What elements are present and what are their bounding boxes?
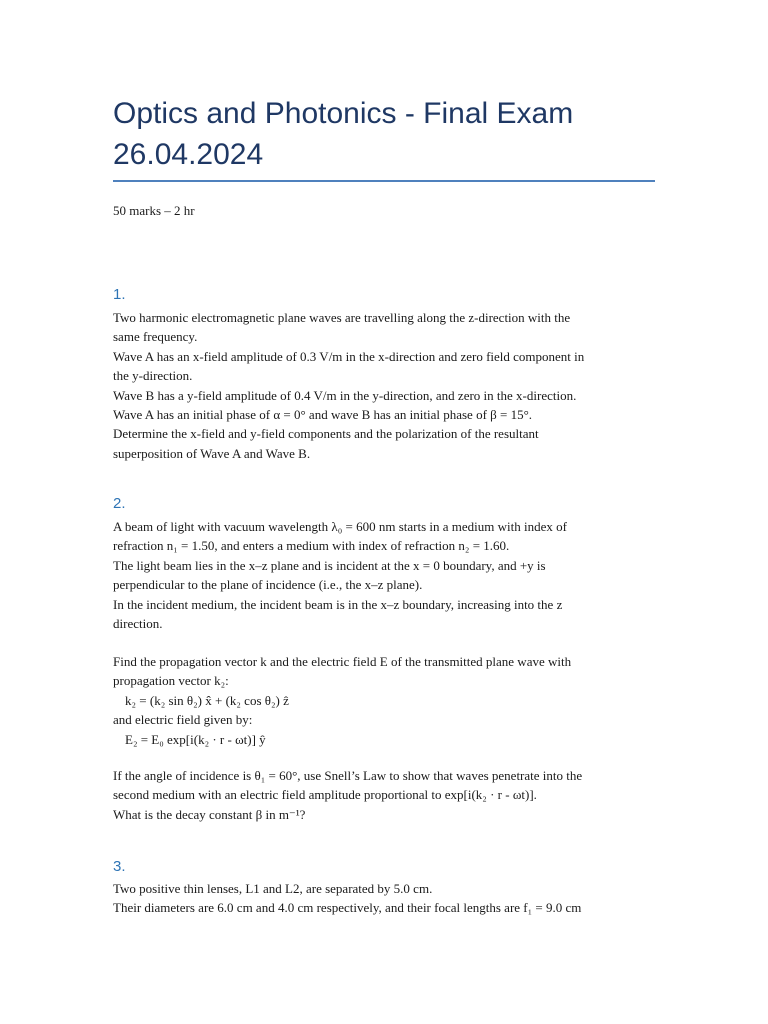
text-line: perpendicular to the plane of incidence (i.e., the x–z plane). <box>113 577 423 593</box>
text-line: The light beam lies in the x–z plane and is incident at the x = 0 boundary, and +y is <box>113 557 546 573</box>
question-1-number: 1. <box>113 286 126 303</box>
question-1-text <box>113 308 658 463</box>
text-line: the y-direction. <box>113 368 193 384</box>
title-divider <box>113 180 655 182</box>
text-line: Wave B has a y-field amplitude of 0.4 V/m in the y-direction, and zero in the x-direction. <box>113 387 577 403</box>
question-2-text-a <box>113 517 658 633</box>
text-line: direction. <box>113 616 163 632</box>
question-2-text-b <box>113 652 658 749</box>
text-line: propagation vector k₂: <box>113 673 229 689</box>
text-line: Two harmonic electromagnetic plane waves are travelling along the z-direction with the <box>113 310 571 325</box>
title-line-1: Optics and Photonics - Final Exam <box>113 97 574 130</box>
text-line: and electric field given by: <box>113 712 253 728</box>
page-title <box>113 93 673 175</box>
equation-k2: k₂ = (k₂ sin θ₂) x̂ + (k₂ cos θ₂) ẑ <box>125 692 289 708</box>
exam-meta: 50 marks – 2 hr <box>113 203 195 218</box>
text-line: second medium with an electric field amplitude proportional to exp[i(k₂ · r - ωt)]. <box>113 787 537 803</box>
text-line: Wave A has an x-field amplitude of 0.3 V/m in the x-direction and zero field component in <box>113 348 585 364</box>
text-line: Wave A has an initial phase of α = 0° and wave B has an initial phase of β = 15°. <box>113 407 533 423</box>
text-line: What is the decay constant β in m⁻¹? <box>113 806 306 822</box>
question-3-number: 3. <box>113 858 126 875</box>
equation-e2: E₂ = E₀ exp[i(k₂ · r - ωt)] ŷ <box>125 731 266 747</box>
text-line: If the angle of incidence is θ₁ = 60°, use Snell’s Law to show that waves penetrate into the <box>113 768 583 783</box>
text-line: Find the propagation vector k and the electric field E of the transmitted plane wave with <box>113 654 572 669</box>
title-line-2: 26.04.2024 <box>113 138 264 171</box>
text-line: In the incident medium, the incident beam is in the x–z boundary, increasing into the z <box>113 596 563 612</box>
question-2-number: 2. <box>113 495 126 512</box>
text-line: Two positive thin lenses, L1 and L2, are separated by 5.0 cm. <box>113 881 433 896</box>
question-2-text-c <box>113 766 658 824</box>
text-line: A beam of light with vacuum wavelength λ₀ = 600 nm starts in a medium with index of <box>113 519 567 534</box>
text-line: Their diameters are 6.0 cm and 4.0 cm respectively, and their focal lengths are f₁ = 9.0 cm <box>113 900 582 916</box>
text-line: Determine the x-field and y-field components and the polarization of the resultant <box>113 426 539 442</box>
text-line: refraction n₁ = 1.50, and enters a medium with index of refraction n₂ = 1.60. <box>113 538 510 554</box>
text-line: same frequency. <box>113 329 198 345</box>
text-line: superposition of Wave A and Wave B. <box>113 445 311 461</box>
question-3-text <box>113 879 658 918</box>
